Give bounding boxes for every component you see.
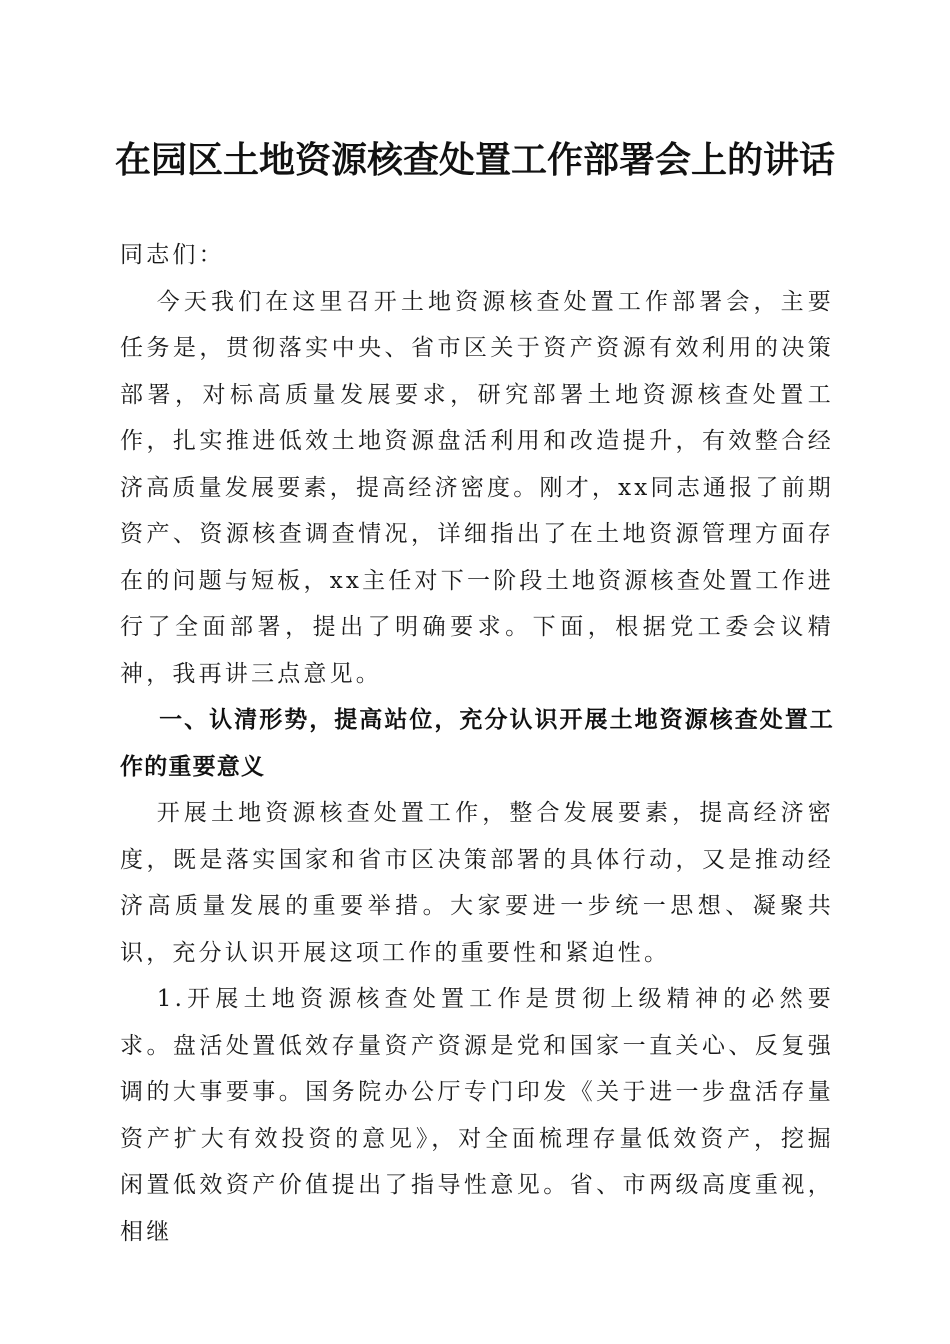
intro-paragraph: 今天我们在这里召开土地资源核查处置工作部署会，主要任务是，贯彻落实中央、省市区关于资产资源有效利用的决策部署，对标高质量发展要求，研究部署土地资源核查处置工作，扎实推进低效土地资源盘活利用和改造提升，有效整合经济高质量发展要素，提高经济密度。刚才，xx同志通报了前期资产、资源核查调查情况，详细指出了在土地资源管理方面存在的问题与短板，xx主任对下一阶段土地资源核查处置工作进行了全面部署，提出了明确要求。下面，根据党工委会议精神，我再讲三点意见。 (120, 288, 834, 687)
salutation: 同志们： (120, 242, 225, 268)
document-title: 在园区土地资源核查处置工作部署会上的讲话 (114, 139, 835, 181)
point-1-paragraph: 1.开展土地资源核查处置工作是贯彻上级精神的必然要求。盘活处置低效存量资产资源是党和国家一直关心、反复强调的大事要事。国务院办公厅专门印发《关于进一步盘活存量资产扩大有效投资的意见》，对全面梳理存量低效资产，挖掘闲置低效资产价值提出了指导性意见。省、市两级高度重视，相继 (120, 986, 834, 1245)
section-heading-1: 一、认清形势，提高站位，充分认识开展土地资源核查处置工作的重要意义 (120, 707, 834, 780)
document-body (120, 232, 834, 1255)
section-1-paragraph: 开展土地资源核查处置工作，整合发展要素，提高经济密度，既是落实国家和省市区决策部署的具体行动，又是推动经济高质量发展的重要举措。大家要进一步统一思想、凝聚共识，充分认识开展这项工作的重要性和紧迫性。 (120, 800, 834, 966)
